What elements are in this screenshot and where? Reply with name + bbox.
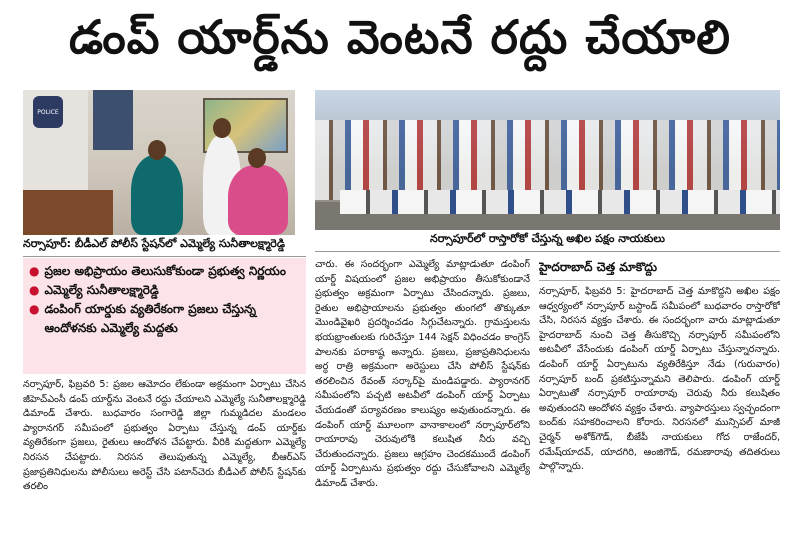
police-logo: POLICE bbox=[33, 96, 63, 128]
highlight-item bbox=[29, 262, 300, 281]
bullet-icon: ● bbox=[29, 302, 40, 316]
headline: డంప్ యార్డ్‌ను వెంటనే రద్దు చేయాలి bbox=[69, 10, 731, 64]
photo1-person-seated-woman bbox=[131, 155, 183, 235]
article-column-2 bbox=[315, 258, 530, 536]
photo2-seated-protesters bbox=[340, 190, 780, 214]
photo2-standing-crowd bbox=[315, 120, 780, 200]
highlight-item bbox=[29, 281, 300, 300]
bullet-icon: ● bbox=[29, 283, 40, 297]
highlights-box bbox=[23, 258, 306, 374]
photo-police-station bbox=[23, 90, 295, 235]
photo2-caption: నర్సాపూర్‌లో రాస్తారోకో చేస్తున్న అఖిల పక్షం నాయకులు bbox=[315, 232, 780, 252]
photo1-head bbox=[248, 148, 266, 168]
article-column-3 bbox=[539, 258, 780, 536]
highlight-text: ఎమ్మెల్యే సునీతాలక్ష్మారెడ్డి bbox=[44, 283, 159, 297]
article-column-1 bbox=[23, 378, 306, 536]
photo1-head bbox=[148, 140, 166, 160]
photo1-head bbox=[213, 118, 231, 138]
sub-headline: హైదరాబాద్ చెత్త మాకొద్దు bbox=[539, 258, 780, 281]
article-paragraph: నర్సాపూర్, ఫిబ్రవరి 5: హైదరాబాద్ చెత్త మాకొద్దని అఖిల పక్షం ఆధ్వర్యంలో నర్సాపూర్ బస్టాండ్ సమీపంలో బుధవారం రాస్తారోకో చేసి, నిరసన వ్యక్తం చేశారు. ఈ సందర్భంగా వారు మాట్లాడుతూ హైదరాబాద్ నుంచి చెత్త తీసుకొచ్చి నర్సాపూర్ సమీపంలోని అటవీలో వేసేందుకు డంపింగ్ యార్డ్ ఏర్పాటు చేస్తున్నారన్నారు. డంపింగ్ యార్డ్ ఏర్పాటును వ్యతిరేకిస్తూ నేడు (గురువారం) నర్సాపూర్ బంద్ ప్రకటిస్తున్నామని తెలిపారు. డంపింగ్ యార్డ్ ఏర్పాటుతో నర్సాపూర్ రాయారావు చెరువు నీరు కలుషితం అవుతుందని ఆందోళన వ్యక్తం చేశారు. వ్యాపారస్తులు స్వచ్ఛందంగా బంద్‌కు సహకరించాలని కోరారు. నిరసనలో మున్సిపల్ మాజీ చైర్మన్ అశోక్‌గౌడ్, బీజేపీ నాయకులు గోద రాజేందర్, రమేష్‌యాదవ్, యాదగిరి, ఆంజిగౌడ్, రమణారావు తదితరులు పాల్గొన్నారు. bbox=[539, 286, 780, 473]
article-paragraph: నర్సాపూర్, ఫిబ్రవరి 5: ప్రజల ఆమోదం లేకుండా అక్రమంగా ఏర్పాటు చేసిన జీహెచ్ఎంసీ డంప్ యార్డ్‌ను వెంటనే రద్దు చేయాలని ఎమ్మెల్యే సునీతాలక్ష్మారెడ్డి డిమాండ్ చేశారు. బుధవారం సంగారెడ్డి జిల్లా గుమ్మడిదల మండలం ప్యారానగర్ సమీపంలో ప్రభుత్వం ఏర్పాటు చేస్తున్న డంప్ యార్డ్‌కు వ్యతిరేకంగా ప్రజలు, రైతులు ఆందోళన చేపట్టారు. వీరికి మద్దతుగా ఎమ్మెల్యే నిరసన చేపట్టారు. నిరసన తెలుపుతున్న ఎమ్మెల్యే, బీఆర్ఎస్ ప్రజాప్రతినిధులను పోలీసులు అరెస్ట్ చేసి పటాన్‌చెరు బీడీఎల్ పోలీస్ స్టేషన్‌కు తరలిం bbox=[23, 379, 306, 493]
photo1-window bbox=[93, 90, 133, 150]
photo1-person-seated-man bbox=[228, 165, 288, 235]
article-paragraph: చారు. ఈ సందర్భంగా ఎమ్మెల్యే మాట్లాడుతూ డంపింగ్ యార్డ్ విషయంలో ప్రజల అభిప్రాయం తీసుకోకుండానే ప్రభుత్వం అక్రమంగా ఏర్పాటు చేసిందన్నారు. ప్రజలు, రైతుల అభిప్రాయాలను ప్రభుత్వం తుంగలో తొక్కుతూ మొండివైఖరి ప్రదర్శించడం సిగ్గుచేటన్నారు. గ్రామస్తులను భయభ్రాంతులకు గురిచేస్తూ 144 సెక్షన్ విధించడం కాంగ్రెస్ పాలనకు పరాకాష్ఠ అన్నారు. ప్రజలు, ప్రజాప్రతినిధులను అర్ధ రాత్రి అక్రమంగా అరెస్టులు చేసి పోలీస్ స్టేషన్‌కు తరలించిన రేవంత్ సర్కార్‌పై మండిపడ్డారు. ప్యారానగర్ సమీపంలోని పచ్చటి అటవీలో డంపింగ్ యార్డ్ ఏర్పాటు చేయడంతో పర్యావరణం కాలుష్యం అవుతుందన్నారు. ఈ డంపింగ్ యార్డ్ మూలంగా వానాకాలంలో నర్సాపూర్‌లోని రాయారావు చెరువులోకి కలుషిత నీరు వచ్చి చేరుతుందన్నారు. ప్రజలు ఆగ్రహం చెందకముందే డంపింగ్ యార్డ్ ఏర్పాటును ప్రభుత్వం రద్దు చేసుకోవాలని ఎమ్మెల్యే డిమాండ్ చేశారు. bbox=[315, 259, 530, 489]
photo-rasta-roko bbox=[315, 90, 780, 230]
highlight-text: డంపింగ్ యార్డుకు వ్యతిరేకంగా ప్రజలు చేస్తున్న ఆందోళనకు ఎమ్మెల్యే మద్దతు bbox=[44, 302, 257, 335]
photo1-desk bbox=[23, 190, 113, 235]
photo1-caption: నర్సాపూర్: బీడీఎల్ పోలీస్ స్టేషన్‌లో ఎమ్మెల్యే సునీతాలక్ష్మారెడ్డి bbox=[23, 237, 306, 257]
highlight-item bbox=[29, 300, 300, 338]
bullet-icon: ● bbox=[29, 264, 40, 278]
highlight-text: ప్రజల అభిప్రాయం తెలుసుకోకుండా ప్రభుత్వ నిర్ణయం bbox=[44, 264, 286, 278]
